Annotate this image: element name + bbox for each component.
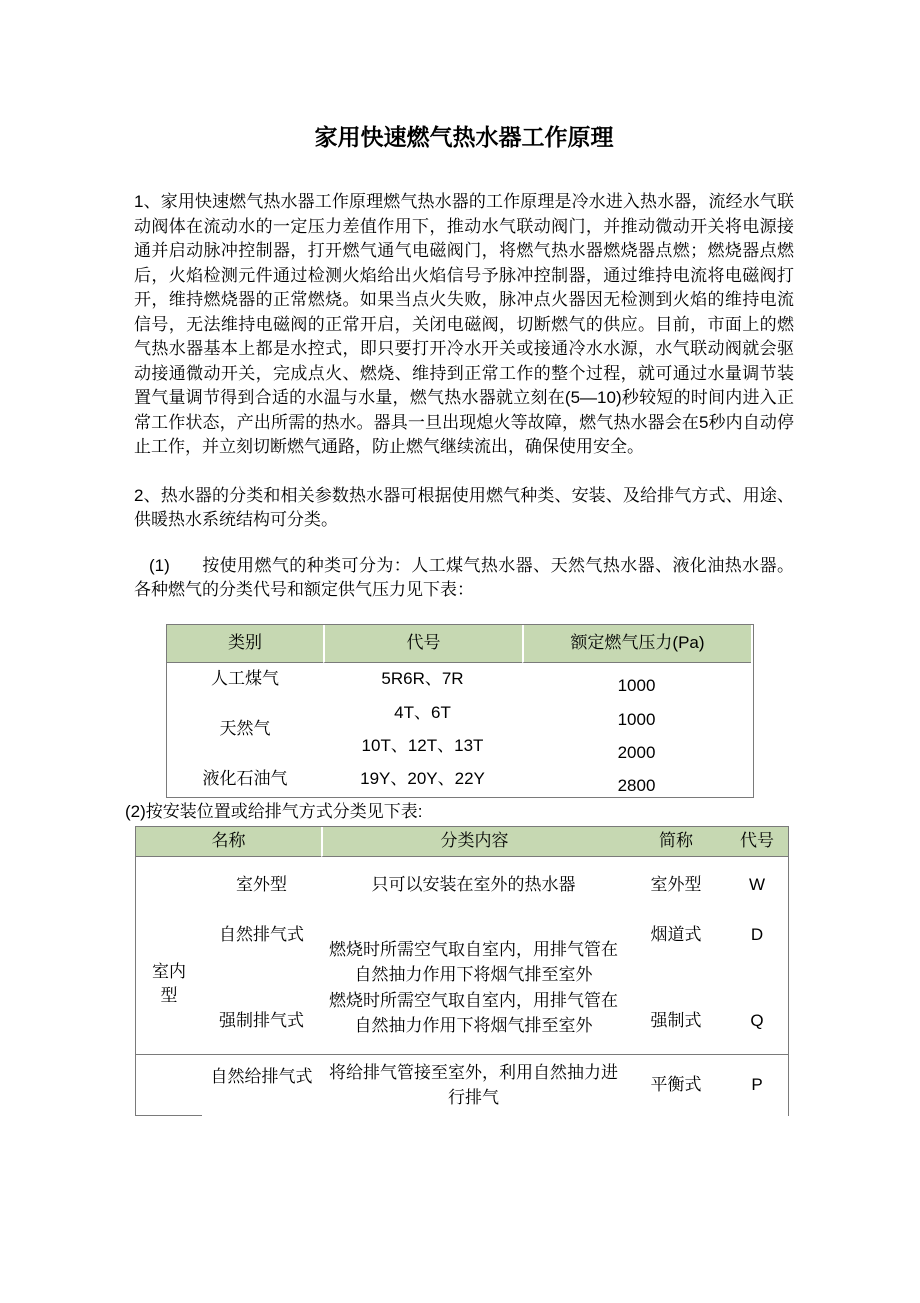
t2-cell-code-natural-exhaust: D — [750, 925, 764, 944]
t1-cell-pressure-artificial-gas: 1000 — [617, 676, 656, 696]
t2-cell-code-outdoor: W — [748, 875, 766, 895]
t1-header-code: 代号 — [323, 625, 522, 663]
paragraph-gas-type-list — [134, 554, 794, 603]
t2-cell-short-forced-exhaust: 强制式 — [650, 1011, 702, 1031]
t2-cell-short-balanced: 平衡式 — [626, 1054, 726, 1116]
t2-cell-name-balanced: 自然给排气式 — [202, 1054, 321, 1116]
t1-cell-pressure-natural-gas-1: 1000 — [617, 709, 656, 729]
t2-header-name: 名称 — [136, 827, 321, 857]
t2-cell-name-forced-exhaust: 强制排气式 — [219, 1011, 304, 1031]
paragraph-classification-intro: 2、热水器的分类和相关参数热水器可根据使用燃气种类、安装、及给排气方式、用途、供暖热水系统结构可分类。 — [134, 485, 794, 529]
t1-cell-code-lpg: 19Y、20Y、22Y — [360, 769, 485, 789]
t2-header-code: 代号 — [726, 827, 788, 857]
t2-cell-code-forced-exhaust: Q — [750, 1011, 764, 1031]
t2-cell-group-indoor: 室内型 — [152, 961, 186, 1005]
installation-table — [135, 826, 789, 1116]
t1-cell-code-artificial-gas: 5R6R、7R — [381, 669, 464, 689]
t2-cell-name-natural-exhaust: 自然排气式 — [219, 925, 304, 944]
paragraph-gas-type-text: 按使用燃气的种类可分为：人工煤气热水器、天然气热水器、液化油热水器。各种燃气的分类代号和额定供气压力见下表： — [134, 555, 794, 599]
t2-cell-group-balanced — [136, 1054, 202, 1116]
t2-cell-content-natural-exhaust: 燃烧时所需空气取自室内，用排气管在自然抽力作用下将烟气排至室外 — [329, 940, 618, 984]
t2-cell-content-forced-exhaust: 燃烧时所需空气取自室内，用排气管在自然抽力作用下将烟气排至室外 — [329, 991, 618, 1035]
paragraph-install-intro: (2)按安装位置或给排气方式分类见下表: — [125, 801, 423, 821]
t1-cell-code-natural-gas-1: 4T、6T — [394, 702, 451, 722]
t1-cell-category-artificial-gas: 人工煤气 — [211, 669, 279, 689]
page-title: 家用快速燃气热水器工作原理 — [314, 124, 614, 150]
t1-header-pressure: 额定燃气压力(Pa) — [522, 625, 751, 663]
t2-cell-name-outdoor: 室外型 — [236, 875, 287, 895]
t1-cell-code-natural-gas-2: 10T、12T、13T — [361, 735, 484, 755]
t2-header-content: 分类内容 — [321, 827, 626, 857]
t2-cell-content-balanced: 将给排气管接至室外，利用自然抽力进行排气 — [321, 1054, 626, 1116]
document-content — [125, 0, 794, 1116]
paragraph-working-principle: 1、家用快速燃气热水器工作原理燃气热水器的工作原理是冷水进入热水器，流经水气联动阀体在流动水的一定压力差值作用下，推动水气联动阀门，并推动微动开关将电源接通并启动脉冲控制器，打开燃气通气电磁阀门，将燃气热水器燃烧器点燃；燃烧器点燃后，火焰检测元件通过检测火焰给出火焰信号予脉冲控制器，通过维持电流将电磁阀打开，维持燃烧器的正常燃烧。如果当点火失败，脉冲点火器因无检测到火焰的维持电流信号，无法维持电磁阀的正常开启，关闭电磁阀，切断燃气的供应。目前，市面上的燃气热水器基本上都是水控式，即只要打开冷水开关或接通冷水水源，水气联动阀就会驱动接通微动开关，完成点火、燃烧、维持到正常工作的整个过程，就可通过水量调节装置气量调节得到合适的水温与水量，燃气热水器就立刻在(5—10)秒较短的时间内进入正常工作状态，产出所需的热水。器具一旦出现熄火等故障，燃气热水器会在5秒内自动停止工作，并立刻切断燃气通路，防止燃气继续流出，确保使用安全。 — [134, 192, 794, 456]
t2-header-short-name: 简称 — [626, 827, 726, 857]
t1-header-category: 类别 — [167, 625, 323, 663]
t1-cell-category-natural-gas: 天然气 — [219, 719, 271, 739]
t2-cell-content-outdoor: 只可以安装在室外的热水器 — [371, 875, 576, 895]
t1-cell-pressure-lpg: 2800 — [617, 776, 656, 796]
t2-cell-short-outdoor: 室外型 — [650, 875, 702, 895]
list-marker-1: (1) — [149, 555, 170, 575]
t2-cell-short-natural-exhaust: 烟道式 — [650, 925, 702, 944]
t2-cell-code-balanced: P — [726, 1054, 788, 1116]
t1-cell-category-lpg: 液化石油气 — [202, 769, 288, 789]
t1-cell-pressure-natural-gas-2: 2000 — [617, 742, 656, 762]
gas-pressure-table — [166, 624, 754, 798]
